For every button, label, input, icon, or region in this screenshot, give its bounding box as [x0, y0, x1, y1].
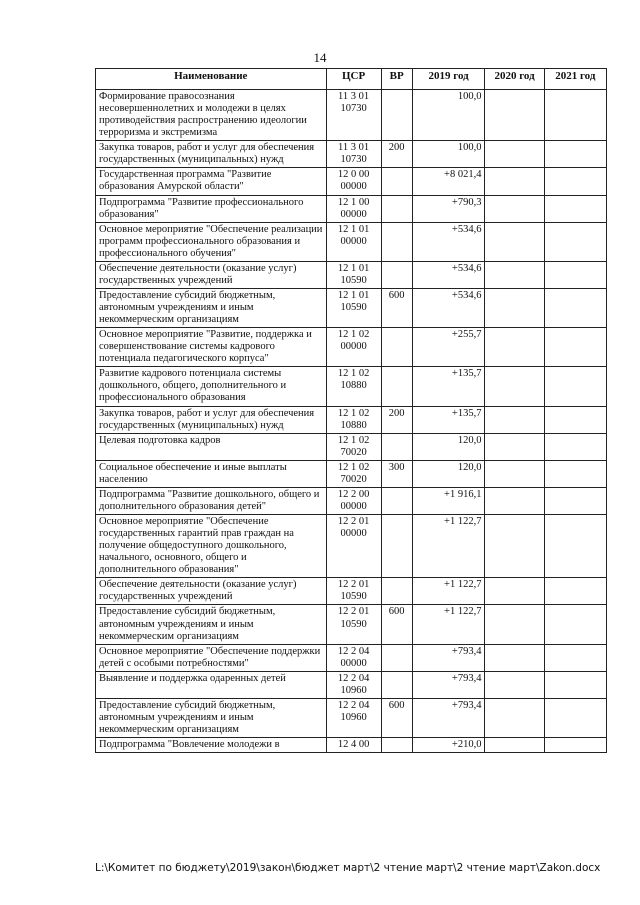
cell-vr — [381, 222, 412, 261]
cell-csr: 12 1 02 00000 — [326, 328, 381, 367]
cell-year-2021 — [544, 460, 606, 487]
cell-vr — [381, 328, 412, 367]
cell-year-2021 — [544, 288, 606, 327]
cell-name: Подпрограмма "Развитие профессионального образования" — [96, 195, 327, 222]
cell-vr — [381, 671, 412, 698]
cell-year-2021 — [544, 515, 606, 578]
cell-year-2019: +534,6 — [412, 261, 485, 288]
table-row — [96, 578, 607, 605]
cell-csr: 12 1 02 10880 — [326, 406, 381, 433]
cell-name: Подпрограмма "Вовлечение молодежи в — [96, 738, 327, 753]
cell-year-2019: +1 122,7 — [412, 605, 485, 644]
cell-year-2021 — [544, 367, 606, 406]
cell-name: Выявление и поддержка одаренных детей — [96, 671, 327, 698]
cell-year-2021 — [544, 195, 606, 222]
cell-name: Основное мероприятие "Обеспечение реализации программ профессионального образования и профессионального обучения" — [96, 222, 327, 261]
cell-year-2020 — [485, 738, 544, 753]
cell-name: Закупка товаров, работ и услуг для обеспечения государственных (муниципальных) нужд — [96, 406, 327, 433]
cell-csr: 12 1 02 70020 — [326, 433, 381, 460]
cell-name: Предоставление субсидий бюджетным, автономным учреждениям и иным некоммерческим организациям — [96, 698, 327, 737]
cell-year-2020 — [485, 222, 544, 261]
cell-csr: 12 2 01 10590 — [326, 605, 381, 644]
table-row — [96, 222, 607, 261]
header-2021: 2021 год — [544, 69, 606, 90]
cell-vr — [381, 90, 412, 141]
table-row — [96, 433, 607, 460]
cell-year-2019: +1 122,7 — [412, 515, 485, 578]
table-row — [96, 288, 607, 327]
cell-year-2021 — [544, 671, 606, 698]
table-row — [96, 195, 607, 222]
cell-csr: 12 0 00 00000 — [326, 168, 381, 195]
cell-year-2020 — [485, 433, 544, 460]
cell-year-2021 — [544, 644, 606, 671]
header-name: Наименование — [96, 69, 327, 90]
cell-year-2019: +793,4 — [412, 698, 485, 737]
cell-year-2020 — [485, 698, 544, 737]
budget-table — [95, 68, 607, 753]
cell-year-2019: +1 916,1 — [412, 487, 485, 514]
cell-name: Социальное обеспечение и иные выплаты населению — [96, 460, 327, 487]
cell-year-2021 — [544, 433, 606, 460]
table-row — [96, 90, 607, 141]
table-row — [96, 406, 607, 433]
cell-csr: 12 2 01 10590 — [326, 578, 381, 605]
cell-year-2019: +135,7 — [412, 367, 485, 406]
file-path-footer: L:\Комитет по бюджету\2019\закон\бюджет март\2 чтение март\2 чтение март\Zakon.docx — [95, 862, 601, 874]
cell-vr — [381, 195, 412, 222]
table-row — [96, 644, 607, 671]
cell-csr: 12 1 00 00000 — [326, 195, 381, 222]
table-row — [96, 141, 607, 168]
table-row — [96, 328, 607, 367]
cell-year-2020 — [485, 328, 544, 367]
cell-year-2021 — [544, 168, 606, 195]
cell-year-2020 — [485, 487, 544, 514]
cell-name: Подпрограмма "Развитие дошкольного, общего и дополнительного образования детей" — [96, 487, 327, 514]
cell-year-2020 — [485, 141, 544, 168]
cell-year-2019: +210,0 — [412, 738, 485, 753]
cell-vr: 600 — [381, 605, 412, 644]
cell-csr: 12 2 01 00000 — [326, 515, 381, 578]
cell-year-2020 — [485, 406, 544, 433]
table-row — [96, 698, 607, 737]
cell-name: Формирование правосознания несовершеннолетних и молодежи в целях противодействия распространению идеологии терроризма и экстремизма — [96, 90, 327, 141]
cell-year-2019: +534,6 — [412, 288, 485, 327]
table-row — [96, 605, 607, 644]
cell-vr — [381, 168, 412, 195]
cell-csr: 12 1 01 10590 — [326, 288, 381, 327]
table-row — [96, 738, 607, 753]
cell-vr — [381, 261, 412, 288]
cell-year-2020 — [485, 261, 544, 288]
cell-csr: 12 2 04 10960 — [326, 671, 381, 698]
cell-year-2021 — [544, 90, 606, 141]
cell-year-2019: +8 021,4 — [412, 168, 485, 195]
cell-name: Предоставление субсидий бюджетным, автономным учреждениям и иным некоммерческим организациям — [96, 605, 327, 644]
cell-name: Основное мероприятие "Обеспечение поддержки детей с особыми потребностями" — [96, 644, 327, 671]
cell-year-2019: 100,0 — [412, 90, 485, 141]
cell-year-2020 — [485, 288, 544, 327]
cell-csr: 11 3 01 10730 — [326, 141, 381, 168]
cell-vr — [381, 578, 412, 605]
cell-year-2021 — [544, 698, 606, 737]
cell-year-2020 — [485, 605, 544, 644]
cell-csr: 12 1 02 10880 — [326, 367, 381, 406]
cell-name: Целевая подготовка кадров — [96, 433, 327, 460]
cell-csr: 12 1 02 70020 — [326, 460, 381, 487]
cell-csr: 12 2 00 00000 — [326, 487, 381, 514]
cell-name: Обеспечение деятельности (оказание услуг) государственных учреждений — [96, 578, 327, 605]
cell-csr: 12 4 00 — [326, 738, 381, 753]
cell-name: Основное мероприятие "Развитие, поддержка и совершенствование системы кадрового потенциала педагогического корпуса" — [96, 328, 327, 367]
table-row — [96, 261, 607, 288]
cell-year-2019: +135,7 — [412, 406, 485, 433]
table-row — [96, 515, 607, 578]
cell-year-2019: +793,4 — [412, 671, 485, 698]
page-number: 14 — [313, 50, 327, 65]
cell-year-2020 — [485, 90, 544, 141]
cell-vr — [381, 367, 412, 406]
cell-year-2019: +790,3 — [412, 195, 485, 222]
cell-year-2019: +255,7 — [412, 328, 485, 367]
table-row — [96, 487, 607, 514]
cell-year-2019: +1 122,7 — [412, 578, 485, 605]
table-row — [96, 367, 607, 406]
cell-vr: 600 — [381, 288, 412, 327]
cell-year-2021 — [544, 141, 606, 168]
cell-year-2020 — [485, 671, 544, 698]
cell-vr — [381, 644, 412, 671]
cell-year-2021 — [544, 738, 606, 753]
cell-year-2019: 120,0 — [412, 460, 485, 487]
cell-csr: 12 1 01 10590 — [326, 261, 381, 288]
cell-year-2020 — [485, 460, 544, 487]
cell-vr: 200 — [381, 141, 412, 168]
cell-year-2021 — [544, 406, 606, 433]
cell-name: Государственная программа "Развитие образования Амурской области" — [96, 168, 327, 195]
header-csr: ЦСР — [326, 69, 381, 90]
cell-csr: 12 2 04 00000 — [326, 644, 381, 671]
cell-name: Основное мероприятие "Обеспечение государственных гарантий прав граждан на получение общедоступного дошкольного, начального, основного, общего и дополнительного образования" — [96, 515, 327, 578]
cell-year-2021 — [544, 487, 606, 514]
cell-vr — [381, 487, 412, 514]
cell-name: Предоставление субсидий бюджетным, автономным учреждениям и иным некоммерческим организациям — [96, 288, 327, 327]
cell-vr — [381, 515, 412, 578]
cell-year-2021 — [544, 222, 606, 261]
cell-csr: 12 1 01 00000 — [326, 222, 381, 261]
table-row — [96, 168, 607, 195]
cell-year-2021 — [544, 261, 606, 288]
cell-year-2020 — [485, 644, 544, 671]
table-row — [96, 460, 607, 487]
cell-year-2021 — [544, 605, 606, 644]
cell-vr: 600 — [381, 698, 412, 737]
cell-year-2019: +793,4 — [412, 644, 485, 671]
cell-name: Закупка товаров, работ и услуг для обеспечения государственных (муниципальных) нужд — [96, 141, 327, 168]
table-row — [96, 671, 607, 698]
header-vr: ВР — [381, 69, 412, 90]
header-2019: 2019 год — [412, 69, 485, 90]
cell-year-2019: 100,0 — [412, 141, 485, 168]
cell-vr: 300 — [381, 460, 412, 487]
cell-vr — [381, 433, 412, 460]
cell-csr: 12 2 04 10960 — [326, 698, 381, 737]
cell-vr: 200 — [381, 406, 412, 433]
cell-year-2020 — [485, 195, 544, 222]
cell-year-2021 — [544, 328, 606, 367]
cell-vr — [381, 738, 412, 753]
cell-csr: 11 3 01 10730 — [326, 90, 381, 141]
cell-year-2019: 120,0 — [412, 433, 485, 460]
cell-year-2019: +534,6 — [412, 222, 485, 261]
cell-name: Обеспечение деятельности (оказание услуг) государственных учреждений — [96, 261, 327, 288]
cell-year-2020 — [485, 168, 544, 195]
table-header-row — [96, 69, 607, 90]
cell-year-2020 — [485, 578, 544, 605]
cell-name: Развитие кадрового потенциала системы дошкольного, общего, дополнительного и профессионального образования — [96, 367, 327, 406]
cell-year-2021 — [544, 578, 606, 605]
header-2020: 2020 год — [485, 69, 544, 90]
cell-year-2020 — [485, 367, 544, 406]
cell-year-2020 — [485, 515, 544, 578]
